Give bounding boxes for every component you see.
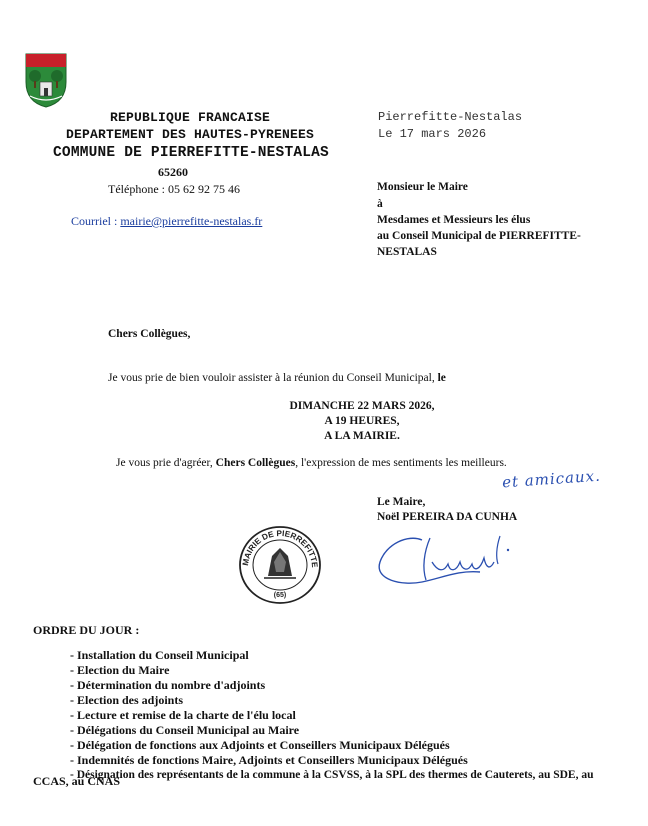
agenda-item: - Installation du Conseil Municipal bbox=[70, 648, 249, 662]
official-stamp bbox=[234, 522, 326, 608]
meeting-place: A LA MAIRIE. bbox=[324, 430, 400, 442]
invitation-le: le bbox=[437, 372, 446, 384]
handwritten-note: et amicaux. bbox=[501, 466, 602, 492]
place-name: Pierrefitte-Nestalas bbox=[378, 110, 523, 124]
agenda-item: - Délégations du Conseil Municipal au Maire bbox=[70, 723, 300, 737]
email-link[interactable]: mairie@pierrefitte-nestalas.fr bbox=[120, 214, 263, 228]
agenda-item: - Election des adjoints bbox=[70, 693, 184, 707]
closing-post: , l'expression de mes sentiments les meilleurs. bbox=[295, 457, 507, 469]
closing-pre: Je vous prie d'agréer, bbox=[116, 457, 216, 469]
mayor-title: Le Maire, bbox=[377, 496, 426, 508]
recipient-council: au Conseil Municipal de PIERREFITTE- bbox=[377, 230, 581, 242]
letter-date: Le 17 mars 2026 bbox=[378, 127, 487, 141]
recipient-commune: NESTALAS bbox=[377, 246, 437, 258]
agenda-item: - Indemnités de fonctions Maire, Adjoints et Conseillers Municipaux Délégués bbox=[70, 753, 468, 767]
mayor-name: Noël PEREIRA DA CUNHA bbox=[377, 511, 518, 523]
phone-number: Téléphone : 05 62 92 75 46 bbox=[108, 182, 240, 196]
recipient-councillors: Mesdames et Messieurs les élus bbox=[377, 214, 531, 226]
invitation-main: Je vous prie de bien vouloir assister à la réunion du Conseil Municipal, bbox=[108, 372, 438, 384]
email-line bbox=[71, 214, 262, 229]
closing-formula bbox=[116, 457, 507, 469]
meeting-day: DIMANCHE 22 MARS 2026, bbox=[289, 400, 435, 412]
mayor-signature bbox=[372, 528, 524, 598]
agenda-item: - Désignation des représentants de la commune à la CSVSS, à la SPL des thermes de Cauterets, au SDE, au bbox=[70, 769, 594, 781]
agenda-item: - Détermination du nombre d'adjoints bbox=[70, 678, 266, 692]
agenda-item: - Lecture et remise de la charte de l'élu local bbox=[70, 708, 296, 722]
postcode: 65260 bbox=[158, 165, 188, 179]
email-label: Courriel : bbox=[71, 214, 121, 228]
recipient-to: à bbox=[377, 198, 383, 210]
closing-bold: Chers Collègues bbox=[215, 457, 296, 469]
salutation: Chers Collègues, bbox=[108, 328, 191, 340]
meeting-time: A 19 HEURES, bbox=[324, 415, 400, 427]
agenda-item: - Délégation de fonctions aux Adjoints et Conseillers Municipaux Délégués bbox=[70, 738, 450, 752]
department-heading: DEPARTEMENT DES HAUTES-PYRENEES bbox=[65, 127, 315, 142]
republic-heading: REPUBLIQUE FRANCAISE bbox=[109, 110, 271, 125]
agenda-list bbox=[70, 648, 593, 783]
recipient-mayor: Monsieur le Maire bbox=[377, 181, 468, 193]
commune-heading: COMMUNE DE PIERREFITTE-NESTALAS bbox=[53, 145, 329, 161]
coat-of-arms-logo bbox=[24, 52, 68, 108]
agenda-last-line: CCAS, au CNAS bbox=[33, 774, 121, 788]
stamp-dept: (65) bbox=[273, 592, 287, 599]
invitation-text bbox=[108, 372, 446, 384]
agenda-item: - Election du Maire bbox=[70, 663, 170, 677]
stamp-text: MAIRIE DE PIERREFITTE bbox=[240, 528, 320, 568]
agenda-title: ORDRE DU JOUR : bbox=[33, 623, 140, 637]
